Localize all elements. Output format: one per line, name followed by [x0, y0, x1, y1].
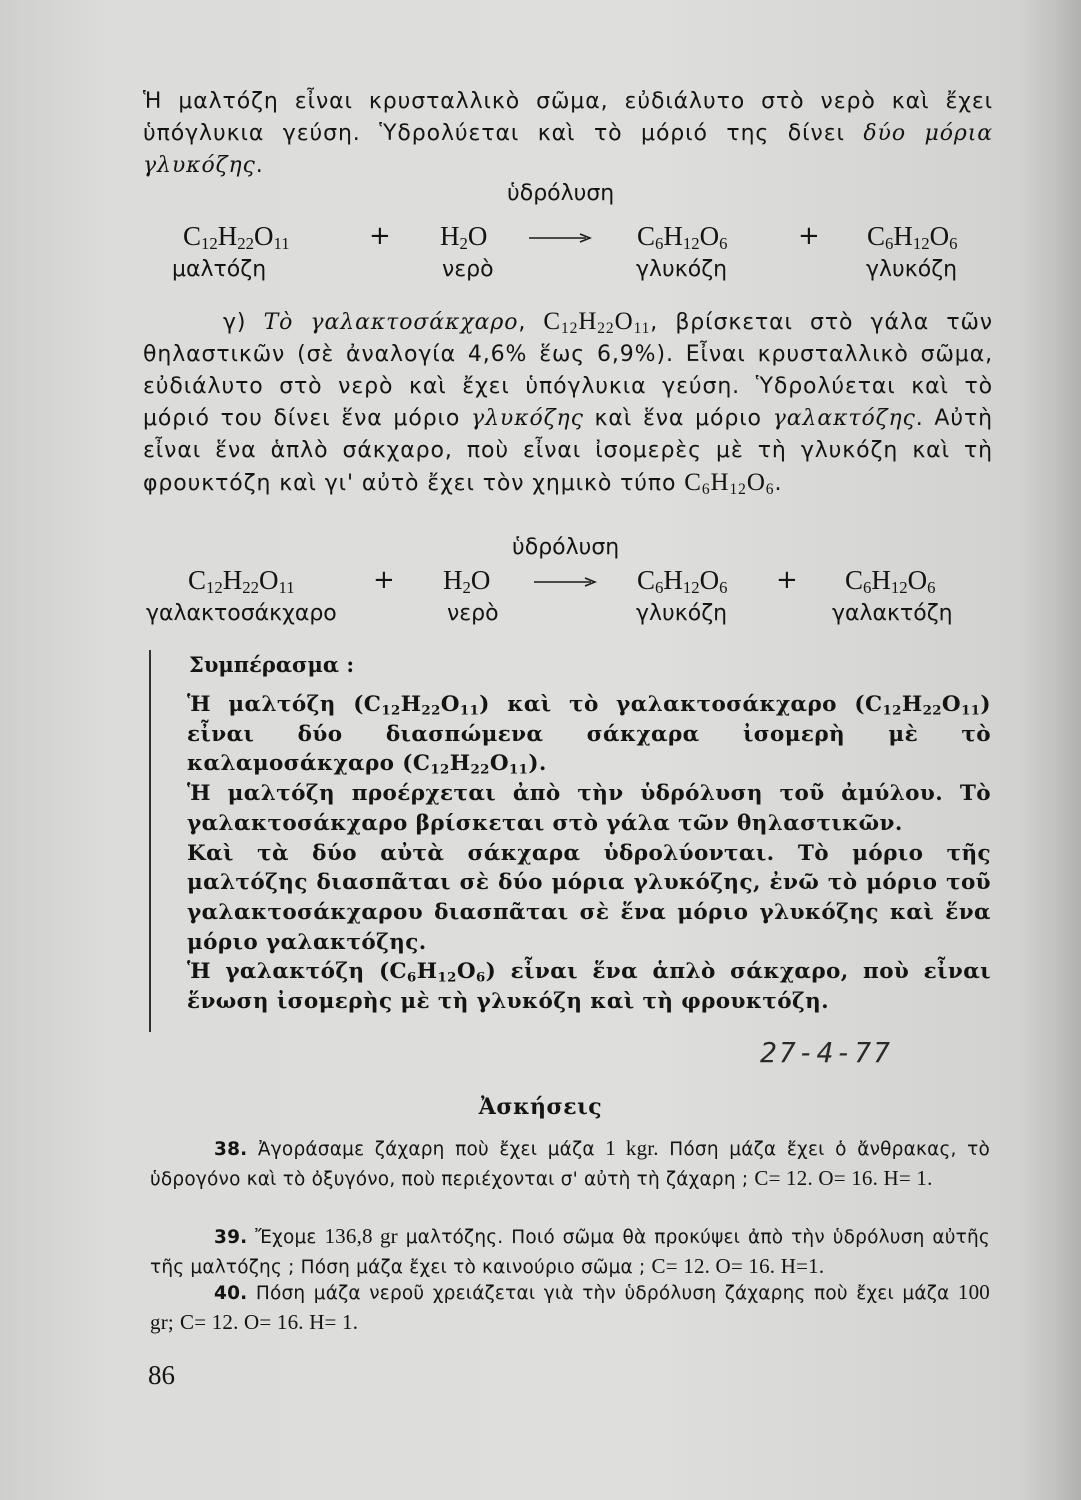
formula-water: $H_2O$: [443, 565, 491, 598]
exercise-item: 38. Ἀγοράσαμε ζάχαρη ποὺ ἔχει μάζα 1 kgr. Πόση μάζα ἔχει ὁ ἄνθρακας, τὸ ὑδρογόνο καὶ τὸ ὀξυγόνο, ποὺ περιέχονται σ' αὐτὴ τὴ ζάχαρη ; C= 12. O= 16. H= 1.: [150, 1136, 990, 1190]
equation-maltose-hydrolysis: [0, 180, 1081, 290]
exercise-number: 38.: [214, 1139, 248, 1160]
plus-sign: +: [369, 221, 391, 251]
exercise-item: 40. Πόση μάζα νεροῦ χρειάζεται γιὰ τὴν ὑδρόλυση ζάχαρης ποὺ ἔχει μάζα 100 gr; C= 12. O= 16. H= 1.: [150, 1280, 990, 1334]
summary-sentence: Καὶ τὰ δύο αὐτὰ σάκχαρα ὑδρολύονται. Τὸ μόριο τῆς μαλτόζης διασπᾶται σὲ δύο μόρια γλυκόζης, ἐνῶ τὸ μόριο τοῦ γαλακτοσάκχαρου διασπᾶται σὲ ἕνα μόριο γλυκόζης καὶ ἕνα μόριο γαλακτόζης.: [187, 840, 991, 955]
formula-lactose: $C_{12}H_{22}O_{11}$: [543, 308, 651, 337]
name-glucose: γλυκόζη: [866, 257, 958, 282]
summary-sentence: Ἡ μαλτόζη $(C_{12}H_{22}O_{11})$ καὶ τὸ γαλακτοσάκχαρο $(C_{12}H_{22}O_{11})$ εἶναι δύο διασπώμενα σάκχαρα ἰσομερὴ μὲ τὸ καλαμοσάκχαρο $(C_{12}H_{22}O_{11})$.: [187, 692, 991, 778]
formula-maltose: $C_{12}H_{22}O_{11}$: [183, 221, 290, 254]
reaction-arrow-icon: [533, 576, 597, 588]
galactose-paragraph: γ) Τὸ γαλακτοσάκχαρο, $C_{12}H_{22}O_{11}$, βρίσκεται στὸ γάλα τῶν θηλαστικῶν (σὲ ἀναλογία 4,6% ἕως 6,9%). Εἶναι κρυσταλλικὸ σῶμα, εὐδιάλυτο στὸ νερὸ καὶ ἔχει ὑπόγλυκια γεύση. Ὑδρολύεται καὶ τὸ μόριό του δίνει ἕνα μόριο γλυκόζης καὶ ἕνα μόριο γαλακτόζης. Αὐτὴ εἶναι ἕνα ἁπλὸ σάκχαρο, ποὺ εἶναι ἰσομερὲς μὲ τὴ γλυκόζη καὶ τὴ φρουκτόζη καὶ γι' αὐτὸ ἔχει τὸν χημικὸ τύπο $C_6H_{12}O_6$.: [143, 308, 993, 498]
exercises-title: Ἀσκήσεις: [478, 1094, 603, 1120]
page-number: 86: [148, 1360, 175, 1390]
formula-glucose: $C_6H_{12}O_6$: [867, 221, 958, 254]
name-glucose: γλυκόζη: [636, 257, 728, 282]
summary-heading: Συμπέρασμα :: [189, 652, 355, 677]
equation-label: ὑδρόλυση: [507, 181, 615, 206]
summary-sentence: Ἡ γαλακτόζη $(C_6H_{12}O_6)$ εἶναι ἕνα ἁπλὸ σάκχαρο, ποὺ εἶναι ἕνωση ἰσομερὴς μὲ τὴ γλυκόζη καὶ τὴ φρουκτόζη.: [187, 959, 991, 1015]
formula-glucose: $C_6H_{12}O_6$: [637, 221, 728, 254]
name-water: νερὸ: [442, 257, 494, 282]
formula-glucose: $C_6H_{12}O_6$: [637, 565, 728, 598]
name-glucose: γλυκόζη: [636, 601, 728, 626]
name-galactose: γαλακτόζη: [832, 601, 953, 626]
formula-lactose: $C_{12}H_{22}O_{11}$: [188, 565, 295, 598]
plus-sign: +: [798, 221, 820, 251]
equation-lactose-hydrolysis: [0, 534, 1081, 634]
formula-galactose: $C_6H_{12}O_6$: [684, 469, 775, 498]
formula-galactose: $C_6H_{12}O_6$: [845, 565, 936, 598]
name-maltose: μαλτόζη: [172, 257, 267, 282]
equation-label: ὑδρόλυση: [512, 535, 620, 560]
intro-italic: δύο μόρια γλυκόζης: [143, 121, 993, 178]
summary-box: [149, 650, 1001, 1032]
summary-body: [187, 690, 991, 1017]
reaction-arrow-icon: [528, 232, 592, 244]
name-water: νερὸ: [447, 601, 499, 626]
exercise-item: 39. Ἔχομε 136,8 gr μαλτόζης. Ποιό σῶμα θὰ προκύψει ἀπὸ τὴν ὑδρόλυση αὐτῆς τῆς μαλτόζης ; Πόση μάζα ἔχει τὸ καινούριο σῶμα ; C= 12. O= 16. H=1.: [150, 1224, 990, 1278]
exercise-number: 39.: [214, 1227, 248, 1248]
intro-paragraph: Ἡ μαλτόζη εἶναι κρυσταλλικὸ σῶμα, εὐδιάλυτο στὸ νερὸ καὶ ἔχει ὑπόγλυκια γεύση. Ὑδρολύεται καὶ τὸ μόριό της δίνει δύο μόρια γλυκόζης.: [143, 89, 993, 178]
name-lactose: γαλακτοσάκχαρο: [146, 601, 337, 626]
summary-sentence: Ἡ μαλτόζη προέρχεται ἀπὸ τὴν ὑδρόλυση τοῦ ἀμύλου. Τὸ γαλακτοσάκχαρο βρίσκεται στὸ γάλα τῶν θηλαστικῶν.: [187, 781, 991, 836]
plus-sign: +: [373, 565, 395, 595]
exercise-number: 40.: [214, 1283, 248, 1304]
handwritten-date: 27-4-77: [760, 1036, 893, 1069]
formula-water: $H_2O$: [440, 221, 488, 254]
plus-sign: +: [776, 565, 798, 595]
